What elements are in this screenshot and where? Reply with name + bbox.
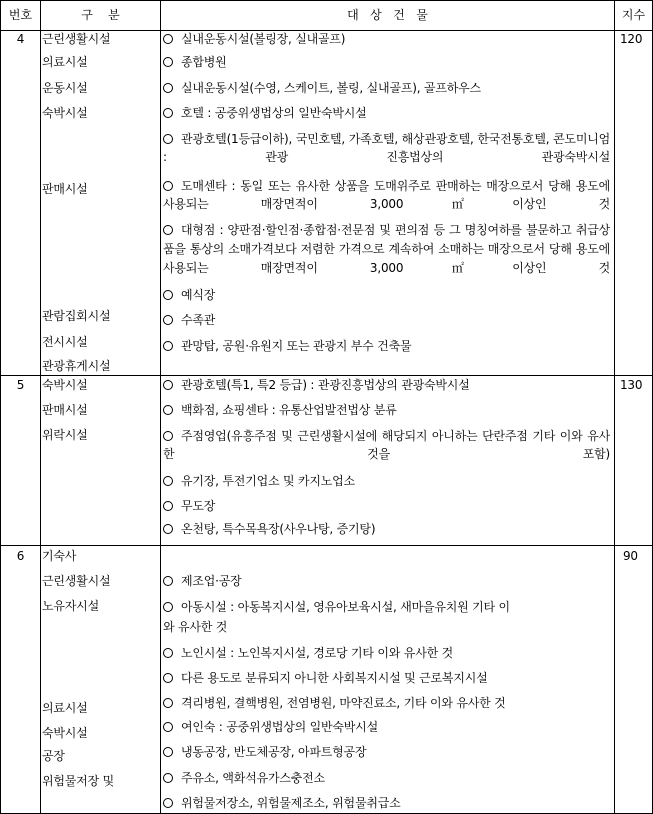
row-number: 5	[16, 378, 25, 392]
circle-bullet-icon	[163, 773, 173, 783]
circle-bullet-icon	[163, 747, 173, 757]
list-item	[163, 670, 488, 686]
column-divider	[40, 0, 41, 814]
circle-bullet-icon	[163, 673, 173, 683]
list-item	[163, 80, 481, 96]
list-item	[163, 287, 215, 303]
list-item	[163, 221, 610, 278]
category-label: 근린생활시설	[42, 32, 111, 46]
category-label: 관광휴게시설	[42, 359, 111, 373]
circle-bullet-icon	[163, 225, 173, 235]
category-label: 판매시설	[42, 182, 88, 196]
item-text: 수족관	[181, 313, 216, 327]
circle-bullet-icon	[163, 405, 173, 415]
list-item	[163, 130, 610, 166]
category-label: 기숙사	[42, 549, 77, 563]
circle-bullet-icon	[163, 315, 173, 325]
item-text: 여인숙 : 공중위생법상의 일반숙박시설	[181, 720, 378, 734]
list-item	[163, 177, 610, 213]
item-text: 관광호텔(1등급이하), 국민호텔, 가족호텔, 해상관광호텔, 한국전통호텔, 콘도미니엄 : 관광 진흥법상의 관광숙박시설	[163, 132, 610, 164]
item-text: 호텔 : 공중위생법상의 일반숙박시설	[181, 106, 367, 120]
category-label: 숙박시설	[42, 106, 88, 120]
list-item	[163, 770, 325, 786]
category-label: 근린생활시설	[42, 574, 111, 588]
item-text: 온천탕, 특수목욕장(사우나탕, 증기탕)	[181, 522, 376, 536]
list-item	[163, 31, 345, 47]
item-text: 실내운동시설(볼링장, 실내골프)	[181, 32, 346, 46]
item-text: 무도장	[181, 499, 216, 513]
circle-bullet-icon	[163, 602, 173, 612]
list-item	[163, 573, 242, 589]
column-divider	[614, 0, 615, 814]
column-divider	[160, 0, 161, 814]
circle-bullet-icon	[163, 181, 173, 191]
header-index: 지수	[621, 8, 646, 22]
list-item	[163, 377, 470, 393]
category-label: 판매시설	[42, 403, 88, 417]
index-value: 90	[623, 549, 638, 563]
item-text: 제조업·공장	[181, 574, 242, 588]
item-text: 냉동공장, 반도체공장, 아파트형공장	[181, 745, 367, 759]
category-label: 의료시설	[42, 701, 88, 715]
table-border-left	[0, 0, 1, 814]
list-item	[163, 312, 215, 328]
table-border-top	[0, 0, 653, 1]
circle-bullet-icon	[163, 34, 173, 44]
item-text: 다른 용도로 분류되지 아니한 사회복지시설 및 근로복지시설	[181, 671, 488, 685]
item-text: 관광호텔(특1, 특2 등급) : 관광진흥법상의 관광숙박시설	[181, 378, 470, 392]
header-category: 구 분	[81, 8, 120, 22]
list-item	[163, 645, 453, 661]
item-text: 위험물저장소, 위험물제조소, 위험물취급소	[181, 796, 401, 810]
category-label: 의료시설	[42, 55, 88, 69]
circle-bullet-icon	[163, 57, 173, 67]
item-text: 노인시설 : 노인복지시설, 경로당 기타 이와 유사한 것	[181, 646, 453, 660]
list-item	[163, 427, 610, 463]
circle-bullet-icon	[163, 698, 173, 708]
index-value: 120	[620, 32, 643, 46]
list-item	[163, 105, 367, 121]
list-item	[163, 795, 401, 811]
category-label: 숙박시설	[42, 726, 88, 740]
list-item	[163, 719, 378, 735]
circle-bullet-icon	[163, 134, 173, 144]
header-number: 번호	[8, 8, 33, 22]
row-number: 4	[16, 32, 25, 46]
category-label: 공장	[42, 749, 65, 763]
item-text: 대형점 : 양판점·할인점·종합점·전문점 및 편의점 등 그 명칭여하를 불문하고 취급상품을 통상의 소매가격보다 저렴한 가격으로 계속하여 소매하는 매장으로서 당해 용도에 사용되는 매장면적이 3,000㎡이상인 것	[163, 223, 610, 275]
circle-bullet-icon	[163, 722, 173, 732]
circle-bullet-icon	[163, 341, 173, 351]
list-item	[163, 338, 411, 354]
circle-bullet-icon	[163, 576, 173, 586]
circle-bullet-icon	[163, 290, 173, 300]
circle-bullet-icon	[163, 524, 173, 534]
category-label: 노유자시설	[42, 599, 99, 613]
item-text: 아동시설 : 아동복지시설, 영유아보육시설, 새마을유치원 기타 이와 유사한 것	[163, 600, 510, 634]
list-item	[163, 54, 227, 70]
circle-bullet-icon	[163, 648, 173, 658]
category-label: 숙박시설	[42, 378, 88, 392]
list-item	[163, 498, 215, 514]
list-item	[163, 695, 506, 711]
item-text: 도매센타 : 동일 또는 유사한 상품을 도매위주로 판매하는 매장으로서 당해 용도에 사용되는 매장면적이 3,000㎡이상인 것	[163, 179, 610, 211]
circle-bullet-icon	[163, 798, 173, 808]
circle-bullet-icon	[163, 108, 173, 118]
circle-bullet-icon	[163, 431, 173, 441]
item-text: 실내운동시설(수영, 스케이트, 볼링, 실내골프), 골프하우스	[181, 81, 481, 95]
list-item	[163, 402, 397, 418]
circle-bullet-icon	[163, 83, 173, 93]
category-label: 위락시설	[42, 428, 88, 442]
item-text: 종합병원	[181, 55, 227, 69]
item-text: 격리병원, 결핵병원, 전염병원, 마약진료소, 기타 이와 유사한 것	[181, 696, 506, 710]
category-label: 관람집회시설	[42, 309, 111, 323]
category-label: 전시시설	[42, 335, 88, 349]
category-label: 운동시설	[42, 81, 88, 95]
row-divider	[0, 545, 653, 546]
category-label: 위험물저장 및	[42, 774, 114, 788]
index-value: 130	[620, 378, 643, 392]
list-item	[163, 521, 375, 537]
item-text: 유기장, 투전기업소 및 카지노업소	[181, 474, 355, 488]
row-divider	[0, 375, 653, 376]
header-target-buildings: 대 상 건 물	[347, 8, 428, 22]
item-text: 주유소, 액화석유가스충전소	[181, 771, 325, 785]
item-text: 관망탑, 공원·유원지 또는 관광지 부수 건축물	[181, 339, 412, 353]
list-item	[163, 473, 355, 489]
item-text: 예식장	[181, 288, 216, 302]
list-item	[163, 744, 366, 760]
circle-bullet-icon	[163, 501, 173, 511]
circle-bullet-icon	[163, 380, 173, 390]
item-text: 백화점, 쇼핑센타 : 유통산업발전법상 분류	[181, 403, 397, 417]
list-item	[163, 597, 518, 637]
item-text: 주점영업(유흥주점 및 근린생활시설에 해당되지 아니하는 단란주점 기타 이와 유사한 것을 포함)	[163, 429, 610, 461]
row-number: 6	[16, 549, 25, 563]
circle-bullet-icon	[163, 476, 173, 486]
